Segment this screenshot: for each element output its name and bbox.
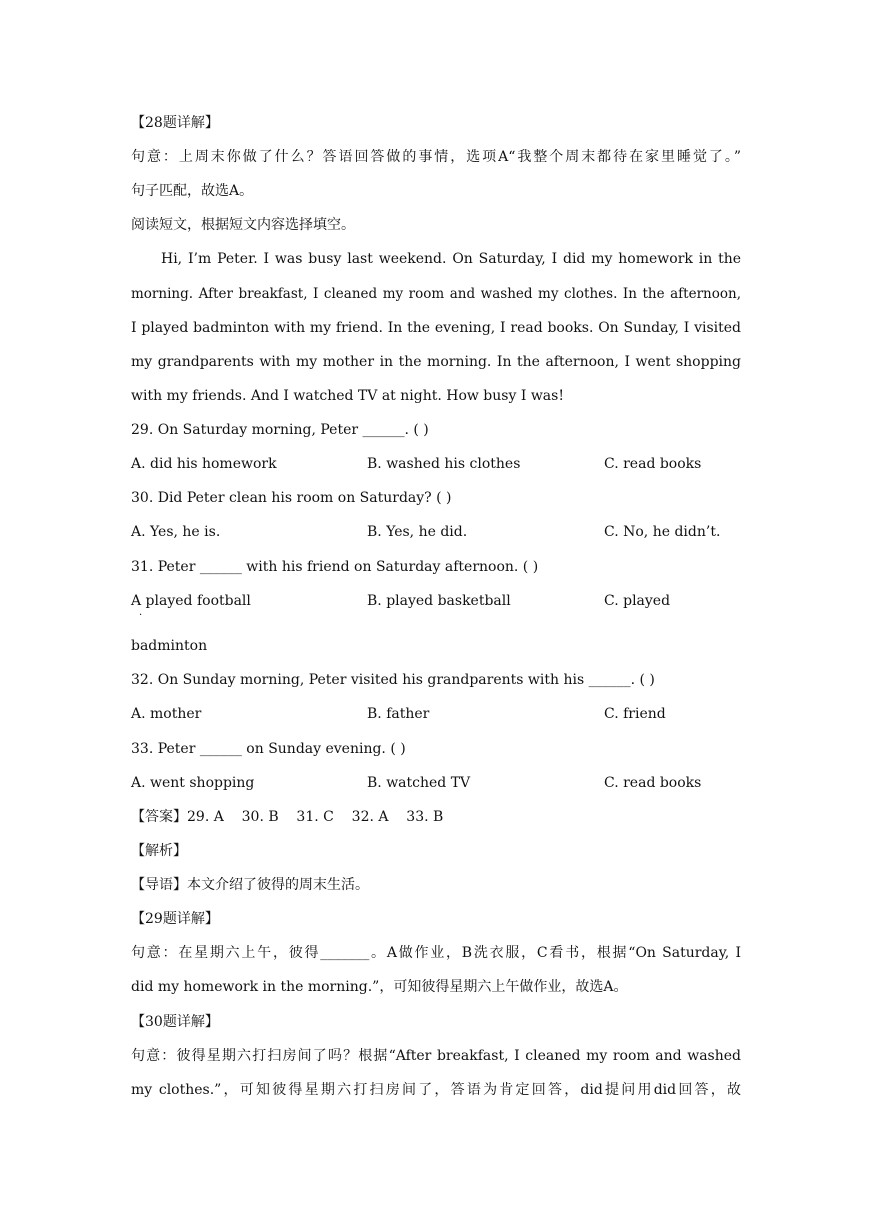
question-32-stem: 32. On Sunday morning, Peter visited his grandparents with his ______. ( ): [131, 672, 655, 688]
option-b: B. watched TV: [367, 775, 471, 791]
option-c: C. read books: [604, 456, 702, 472]
question-31-stem: 31. Peter ______ with his friend on Saturday afternoon. ( ): [131, 559, 539, 575]
question-31-option-c-continued: badminton: [131, 638, 208, 654]
option-b: B. washed his clothes: [367, 456, 521, 472]
q28-explanation-line2: 句子匹配，故选A。: [131, 183, 254, 199]
question-30-stem: 30. Did Peter clean his room on Saturday? ( ): [131, 490, 452, 506]
question-29-options: [131, 454, 741, 474]
passage-line-2: morning. After breakfast, I cleaned my room and washed my clothes. In the afternoon,: [131, 286, 741, 302]
option-a: A. did his homework: [131, 456, 277, 472]
option-a: A. Yes, he is.: [131, 524, 221, 540]
q30-explanation-line2: my clothes.”，可知彼得星期六打扫房间了，答语为肯定回答，did提问用did回答，故: [131, 1082, 741, 1098]
q29-explanation-line1: 句意：在星期六上午，彼得_______。A做作业，B洗衣服，C看书，根据“On Saturday, I: [131, 945, 741, 961]
option-a: A played football: [131, 593, 251, 609]
question-33-options: [131, 773, 741, 793]
passage-line-4: my grandparents with my mother in the morning. In the afternoon, I went shopping: [131, 354, 741, 370]
intro-line: 【导语】本文介绍了彼得的周末生活。: [131, 877, 369, 893]
passage-line-5: with my friends. And I watched TV at night. How busy I was!: [131, 388, 564, 404]
option-c: C. No, he didn’t.: [604, 524, 721, 540]
question-29-stem: 29. On Saturday morning, Peter ______. ( ): [131, 422, 429, 438]
question-33-stem: 33. Peter ______ on Sunday evening. ( ): [131, 741, 406, 757]
question-30-options: [131, 522, 741, 542]
q30-explanation-line1: 句意：彼得星期六打扫房间了吗？根据“After breakfast, I cleaned my room and washed: [131, 1048, 741, 1064]
q28-explanation-line1: 句意：上周末你做了什么？答语回答做的事情，选项A“我整个周末都待在家里睡觉了。”: [131, 149, 741, 165]
section-heading-29: 【29题详解】: [131, 911, 219, 927]
option-b: B. played basketball: [367, 593, 511, 609]
passage-line-3: I played badminton with my friend. In the evening, I read books. On Sunday, I visited: [131, 320, 741, 336]
analysis-heading: 【解析】: [131, 843, 187, 859]
section-heading-28: 【28题详解】: [131, 115, 219, 131]
passage-line-1: Hi, I’m Peter. I was busy last weekend. On Saturday, I did my homework in the: [161, 251, 741, 267]
option-c: C. played: [604, 593, 671, 609]
option-c: C. friend: [604, 706, 666, 722]
question-31-options: [131, 591, 741, 611]
answer-key: 【答案】29. A 30. B 31. C 32. A 33. B: [131, 809, 444, 825]
question-32-options: [131, 704, 741, 724]
stray-dot: ·: [139, 610, 143, 621]
option-b: B. father: [367, 706, 430, 722]
option-c: C. read books: [604, 775, 702, 791]
section-heading-30: 【30题详解】: [131, 1014, 219, 1030]
option-a: A. mother: [131, 706, 202, 722]
option-a: A. went shopping: [131, 775, 255, 791]
reading-instruction: 阅读短文，根据短文内容选择填空。: [131, 217, 355, 233]
option-b: B. Yes, he did.: [367, 524, 468, 540]
q29-explanation-line2: did my homework in the morning.”，可知彼得星期六上午做作业，故选A。: [131, 979, 628, 995]
